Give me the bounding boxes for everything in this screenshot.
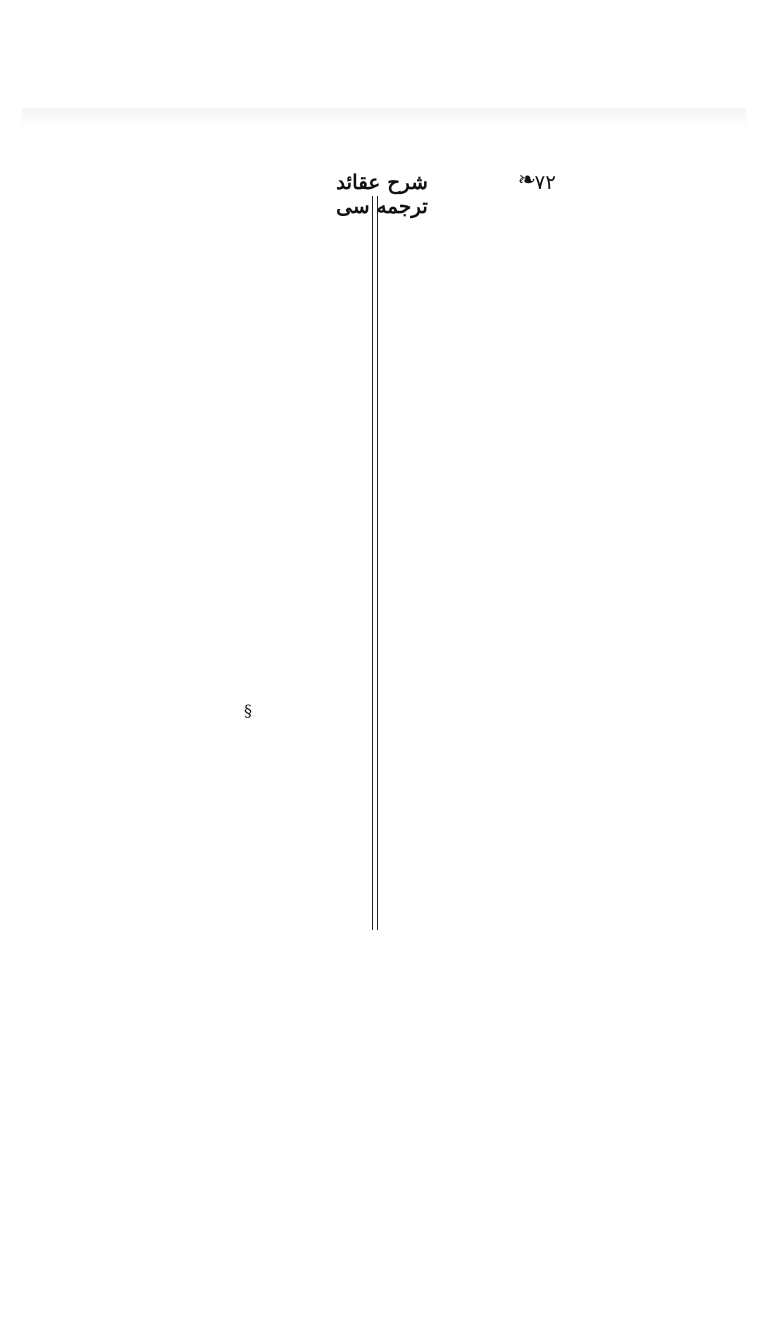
text-line — [392, 198, 632, 223]
text-line — [132, 323, 364, 348]
scanned-page — [22, 38, 746, 990]
text-line — [392, 904, 632, 929]
text-line — [132, 723, 364, 748]
page-number: ٧٢ — [534, 170, 556, 194]
text-line — [132, 798, 364, 823]
right-lines-bottom — [392, 704, 632, 1179]
text-line — [132, 1123, 364, 1148]
text-line — [132, 623, 364, 648]
text-line — [132, 273, 364, 298]
text-line — [132, 573, 364, 598]
text-line — [392, 1079, 632, 1104]
column-divider — [372, 196, 378, 930]
text-line — [132, 773, 364, 798]
text-line — [392, 1129, 632, 1154]
text-line — [132, 448, 364, 473]
text-line — [132, 823, 364, 848]
text-line — [132, 1048, 364, 1073]
text-line — [132, 498, 364, 523]
text-line — [392, 502, 632, 527]
text-line — [132, 598, 364, 623]
text-line — [132, 198, 364, 223]
text-line — [392, 527, 632, 552]
text-line — [392, 979, 632, 1004]
text-line — [392, 602, 632, 627]
text-line — [132, 1073, 364, 1098]
right-lines-mid2 — [392, 402, 632, 652]
text-line — [132, 1173, 364, 1198]
text-line — [132, 873, 364, 898]
text-line — [132, 548, 364, 573]
text-line — [392, 729, 632, 754]
section-mark: § — [244, 701, 252, 720]
text-line — [392, 402, 632, 427]
text-line — [392, 577, 632, 602]
text-line — [132, 348, 364, 373]
text-line — [132, 898, 364, 923]
text-line — [132, 923, 364, 948]
left-lines-bottom — [132, 723, 364, 1323]
text-line — [392, 452, 632, 477]
text-line — [392, 223, 632, 248]
right-lines-mid1 — [392, 300, 632, 350]
text-line — [392, 1004, 632, 1029]
text-line — [392, 1154, 632, 1179]
text-line — [132, 973, 364, 998]
text-line — [392, 779, 632, 804]
text-line — [132, 1098, 364, 1123]
text-line — [132, 1023, 364, 1048]
text-line — [392, 854, 632, 879]
text-line — [132, 748, 364, 773]
text-line — [392, 954, 632, 979]
section-heading-3 — [392, 652, 632, 704]
text-line — [392, 477, 632, 502]
text-line — [132, 298, 364, 323]
text-line — [132, 398, 364, 423]
section-heading-2 — [392, 350, 632, 402]
text-line — [132, 373, 364, 398]
text-line — [132, 1273, 364, 1298]
text-line — [132, 673, 364, 698]
text-line — [132, 423, 364, 448]
text-line — [392, 1104, 632, 1129]
text-line — [132, 1248, 364, 1273]
text-line — [392, 929, 632, 954]
text-line — [392, 300, 632, 325]
text-line — [132, 473, 364, 498]
text-line — [132, 948, 364, 973]
running-title: شرح عقائد ترجمه سی — [336, 170, 428, 218]
text-line — [132, 1223, 364, 1248]
text-line — [392, 754, 632, 779]
text-line — [132, 998, 364, 1023]
text-line — [132, 1298, 364, 1323]
text-line — [132, 223, 364, 248]
text-line — [392, 427, 632, 452]
text-line — [132, 848, 364, 873]
text-line — [392, 1054, 632, 1079]
text-line — [392, 879, 632, 904]
text-line — [132, 1148, 364, 1173]
text-line — [392, 829, 632, 854]
text-line — [392, 1029, 632, 1054]
text-line — [132, 648, 364, 673]
text-line — [392, 704, 632, 729]
text-line — [132, 1198, 364, 1223]
right-lines-top — [392, 198, 632, 248]
text-line — [392, 325, 632, 350]
section-heading-1 — [392, 248, 632, 300]
text-line — [392, 552, 632, 577]
text-line — [132, 523, 364, 548]
text-line — [132, 248, 364, 273]
left-lines-top — [132, 198, 364, 698]
right-column — [392, 198, 632, 930]
text-line — [392, 627, 632, 652]
left-column — [132, 198, 364, 930]
text-line — [392, 804, 632, 829]
ornament-icon: ❧ — [517, 168, 536, 193]
